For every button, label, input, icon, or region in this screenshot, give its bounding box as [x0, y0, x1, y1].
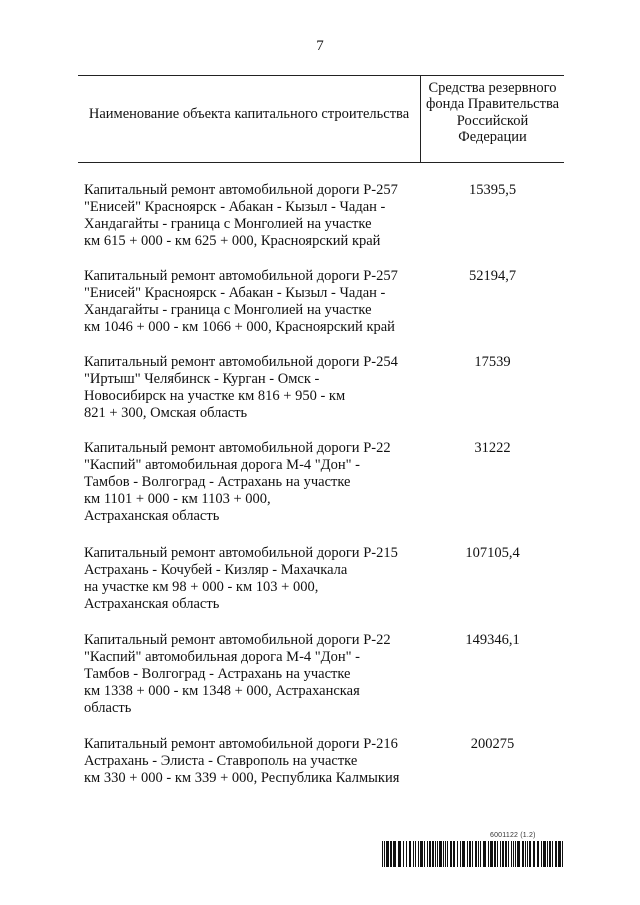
row-amount: 200275 [470, 736, 515, 752]
row-amount: 17539 [474, 354, 511, 370]
row-object-name: Капитальный ремонт автомобильной дороги Р-257 "Енисей" Красноярск - Абакан - Кызыл - Чадан - Хандагайты - граница с Монголией на участке км 615 + 000 - км 625 + 000, Красноярский край [84, 182, 398, 249]
row-amount: 31222 [474, 440, 511, 456]
barcode-icon [382, 841, 564, 867]
row-amount: 107105,4 [465, 545, 520, 561]
table-header [78, 75, 564, 163]
row-object-name: Капитальный ремонт автомобильной дороги Р-257 "Енисей" Красноярск - Абакан - Кызыл - Чадан - Хандагайты - граница с Монголией на участке км 1046 + 000 - км 1066 + 000, Красноярский край [84, 268, 398, 335]
document-code: 6001122 (1.2) [490, 832, 536, 839]
column-header-reserve-fund: Средства резервного фонда Правительства Российской Федерации [425, 80, 560, 146]
row-object-name: Капитальный ремонт автомобильной дороги Р-215 Астрахань - Кочубей - Кизляр - Махачкала на участке км 98 + 000 - км 103 + 000, Астраханская область [84, 545, 398, 612]
row-object-name: Капитальный ремонт автомобильной дороги Р-254 "Иртыш" Челябинск - Курган - Омск - Новосибирск на участке км 816 + 950 - км 821 + 300, Омская область [84, 354, 398, 421]
row-amount: 15395,5 [468, 182, 517, 198]
row-amount: 149346,1 [465, 632, 520, 648]
page-number: 7 [316, 38, 324, 54]
row-object-name: Капитальный ремонт автомобильной дороги Р-22 "Каспий" автомобильная дорога М-4 "Дон" - Тамбов - Волгоград - Астрахань на участке км 1338 + 000 - км 1348 + 000, Астраханская область [84, 632, 391, 716]
row-object-name: Капитальный ремонт автомобильной дороги Р-216 Астрахань - Элиста - Ставрополь на участке км 330 + 000 - км 339 + 000, Республика Калмыкия [84, 736, 400, 786]
row-amount: 52194,7 [468, 268, 517, 284]
row-object-name: Капитальный ремонт автомобильной дороги Р-22 "Каспий" автомобильная дорога М-4 "Дон" - Тамбов - Волгоград - Астрахань на участке км 1101 + 000 - км 1103 + 000, Астраханская область [84, 440, 391, 524]
column-header-object-name: Наименование объекта капитального строительства [88, 106, 410, 122]
